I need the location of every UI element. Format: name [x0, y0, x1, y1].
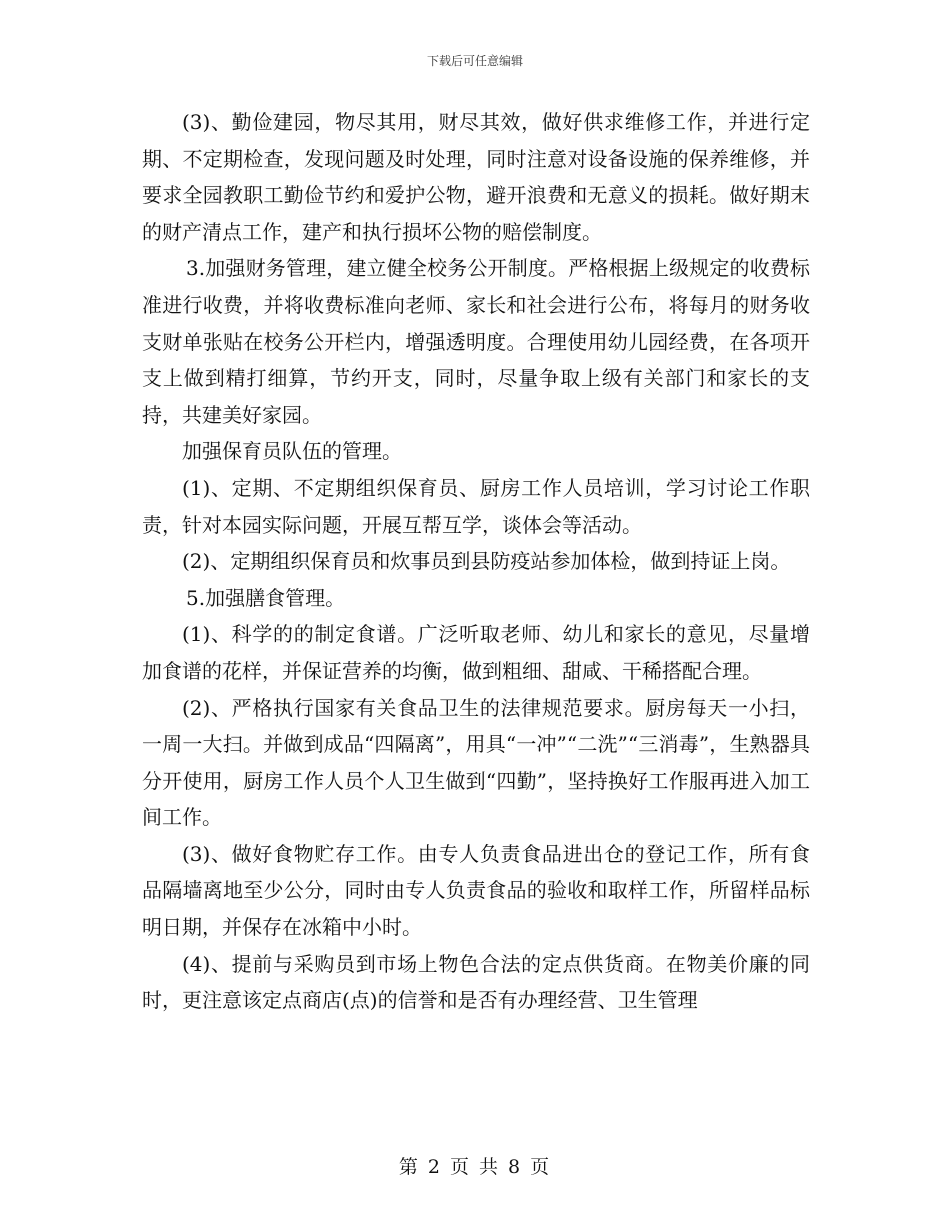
paragraph-meal-heading: 5.加强膳食管理。: [186, 585, 346, 610]
paragraph-meal-supplier: (4)、提前与采购员到市场上物色合法的定点供货商。在物美价廉的同时，更注意该定点商店(点)的信誉和是否有办理经营、卫生管理: [142, 951, 810, 1013]
document-body: [142, 104, 810, 1019]
paragraph-caregiver-checkup: (2)、定期组织保育员和炊事员到县防疫站参加体检，做到持证上岗。: [182, 549, 791, 574]
page-number: 第 2 页 共 8 页: [398, 1156, 552, 1178]
paragraph-caregiver-training: (1)、定期、不定期组织保育员、厨房工作人员培训，学习讨论工作职责，针对本园实际问题，开展互帮互学，谈体会等活动。: [142, 475, 810, 537]
paragraph-meal-menu: (1)、科学的的制定食谱。广泛听取老师、幼儿和家长的意见，尽量增加食谱的花样，并保证营养的均衡，做到粗细、甜咸、干稀搭配合理。: [142, 622, 810, 683]
paragraph-caregiver-heading: 加强保育员队伍的管理。: [182, 439, 402, 464]
page-header: 下载后可任意编辑: [426, 54, 523, 68]
paragraph-meal-hygiene: (2)、严格执行国家有关食品卫生的法律规范要求。厨房每天一小扫，一周一大扫。并做到成品“四隔离”，用具“一冲”“二洗”“三消毒”，生熟器具分开使用，厨房工作人员个人卫生做到“四勤”，坚持换好工作服再进入加工间工作。: [142, 695, 810, 830]
paragraph-meal-storage: (3)、做好食物贮存工作。由专人负责食品进出仓的登记工作，所有食品隔墙离地至少公分，同时由专人负责食品的验收和取样工作，所留样品标明日期，并保存在冰箱中小时。: [142, 841, 810, 940]
paragraph-maintenance: (3)、勤俭建园，物尽其用，财尽其效，做好供求维修工作，并进行定期、不定期检查，发现问题及时处理，同时注意对设备设施的保养维修，并要求全园教职工勤俭节约和爱护公物，避开浪费和无意义的损耗。做好期末的财产清点工作，建产和执行损坏公物的赔偿制度。: [142, 110, 810, 244]
paragraph-finance-management: 3.加强财务管理，建立健全校务公开制度。严格根据上级规定的收费标准进行收费，并将收费标准向老师、家长和社会进行公布，将每月的财务收支财单张贴在校务公开栏内，增强透明度。合理使用幼儿园经费，在各项开支上做到精打细算，节约开支，同时，尽量争取上级有关部门和家长的支持，共建美好家园。: [142, 256, 810, 427]
